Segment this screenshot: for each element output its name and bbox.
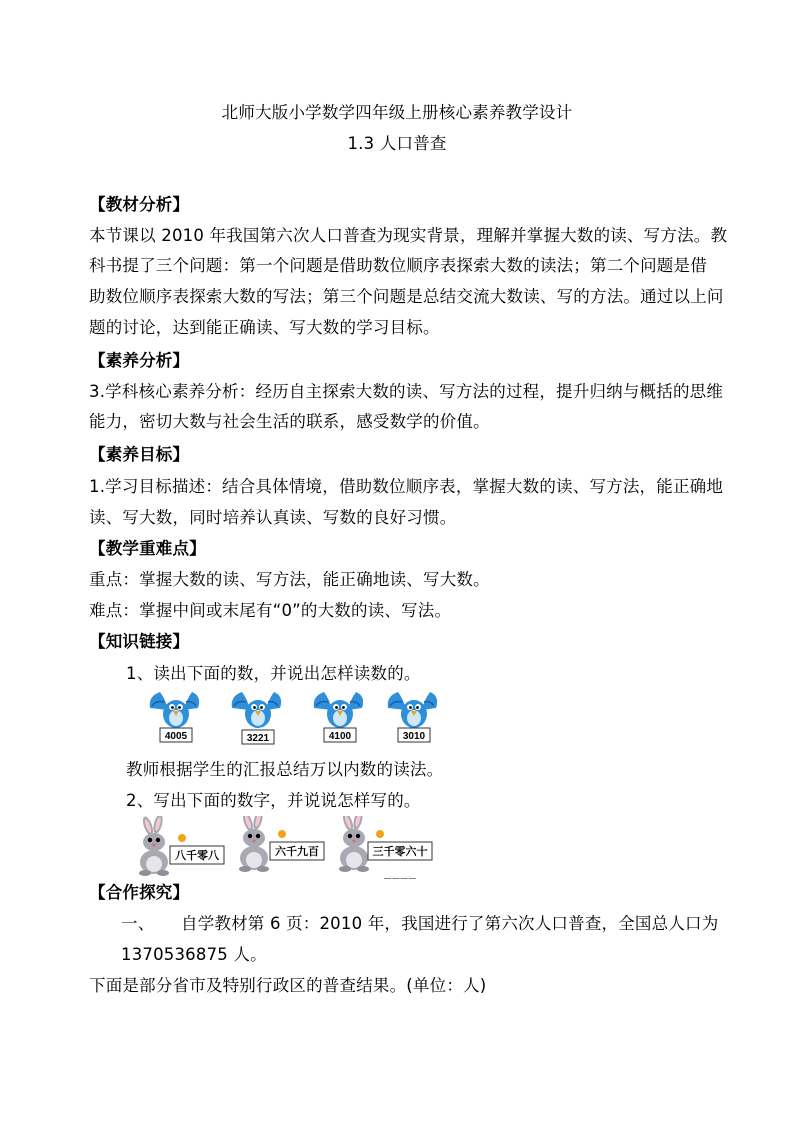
bird-number-cards xyxy=(146,690,456,748)
literacy-paragraph-line: 能力，密切大数与社会生活的联系，感受数学的价值。 xyxy=(89,412,490,431)
rabbit-icon xyxy=(239,816,269,872)
literacy-paragraph-line: 3.学科核心素养分析：经历自主探索大数的读、写方法的过程，提升归纳与概括的思维 xyxy=(89,382,724,401)
bird-number: 3010 xyxy=(402,731,426,742)
bird-number: 3221 xyxy=(246,733,270,744)
bird-icon xyxy=(150,692,199,728)
goal-paragraph-line: 1.学习目标描述：结合具体情境，借助数位顺序表，掌握大数的读、写方法，能正确地 xyxy=(89,477,724,496)
rabbit-word: 六千九百 xyxy=(275,845,319,858)
textbook-paragraph-line: 助数位顺序表探索大数的写法；第三个问题是总结交流大数读、写的方法。通过以上问 xyxy=(89,287,724,306)
rabbit-word: 三千零六十 xyxy=(372,845,428,858)
heading-knowledge-link: 【知识链接】 xyxy=(89,632,190,651)
bird-icon xyxy=(314,692,363,728)
bird-number: 4100 xyxy=(328,731,352,742)
heading-cooperative-inquiry: 【合作探究】 xyxy=(89,883,190,902)
coop-total-population: 1370536875 人。 xyxy=(121,945,267,964)
textbook-paragraph-line: 本节课以 2010 年我国第六次人口普查为现实背景，理解并掌握大数的读、写方法。教 xyxy=(89,226,728,245)
bird-icon xyxy=(388,692,437,728)
rabbit-icon xyxy=(339,816,369,872)
question-1: 1、读出下面的数，并说出怎样读数的。 xyxy=(126,664,421,683)
heading-literacy-goal: 【素养目标】 xyxy=(89,445,190,464)
coop-results-intro: 下面是部分省市及特别行政区的普查结果。(单位：人) xyxy=(89,976,487,995)
bird-icon xyxy=(232,692,281,728)
heading-textbook-analysis: 【教材分析】 xyxy=(89,195,190,214)
key-point-line: 重点：掌握大数的读、写方法，能正确地读、写大数。 xyxy=(89,570,490,589)
question-1-note: 教师根据学生的汇报总结万以内数的读法。 xyxy=(126,760,444,779)
doc-title: 北师大版小学数学四年级上册核心素养教学设计 xyxy=(221,103,573,122)
question-2: 2、写出下面的数字，并说说怎样写的。 xyxy=(126,791,421,810)
bird-number: 4005 xyxy=(164,731,188,742)
difficult-point-line: 难点：掌握中间或末尾有“0”的大数的读、写法。 xyxy=(89,601,452,620)
goal-paragraph-line: 读、写大数，同时培养认真读、写数的良好习惯。 xyxy=(89,508,457,527)
doc-subtitle: 1.3 人口普查 xyxy=(347,134,447,153)
textbook-paragraph-line: 题的讨论，达到能正确读、写大数的学习目标。 xyxy=(89,318,440,337)
rabbit-dash: ____ xyxy=(384,865,417,879)
coop-item-number: 一、 xyxy=(121,914,155,933)
coop-item-text: 自学教材第 6 页：2010 年，我国进行了第六次人口普查，全国总人口为 xyxy=(181,914,719,933)
textbook-paragraph-line: 科书提了三个问题：第一个问题是借助数位顺序表探索大数的读法；第二个问题是借 xyxy=(89,256,707,275)
rabbit-word: 八千零八 xyxy=(175,849,219,862)
rabbit-icon xyxy=(139,816,169,876)
heading-literacy-analysis: 【素养分析】 xyxy=(89,351,190,370)
heading-key-difficult: 【教学重难点】 xyxy=(89,539,206,558)
